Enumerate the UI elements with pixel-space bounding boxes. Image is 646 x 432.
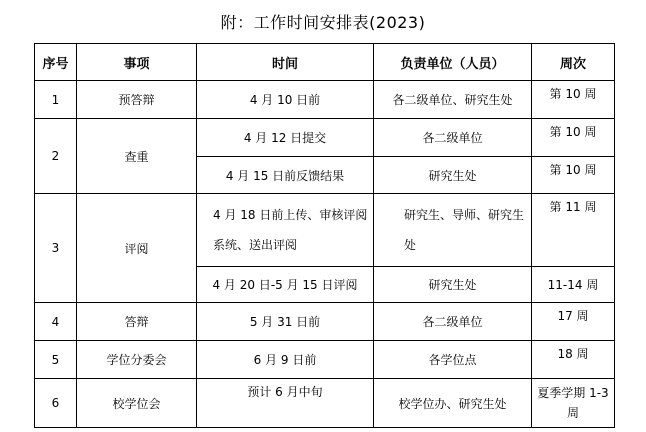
table-row (35, 303, 615, 341)
page-title: 附：工作时间安排表(2023) (220, 13, 426, 32)
cell-item: 查重 (77, 119, 197, 194)
cell-owner: 各二级单位 (374, 303, 532, 341)
cell-owner: 研究生处 (374, 267, 532, 303)
header-item: 事项 (77, 44, 197, 81)
cell-owner: 校学位办、研究生处 (374, 379, 532, 428)
cell-time: 4 月 18 日前上传、审核评阅系统、送出评阅 (197, 194, 374, 267)
cell-week: 第 11 周 (532, 194, 615, 267)
cell-item: 预答辩 (77, 81, 197, 119)
table-row (35, 194, 615, 267)
cell-item: 答辩 (77, 303, 197, 341)
cell-owner: 各二级单位、研究生处 (374, 81, 532, 119)
cell-week: 第 10 周 (532, 119, 615, 157)
cell-seq: 5 (35, 341, 77, 379)
cell-owner: 研究生处 (374, 157, 532, 194)
cell-time: 4 月 20 日-5 月 15 日评阅 (197, 267, 374, 303)
cell-owner: 各二级单位 (374, 119, 532, 157)
cell-time: 4 月 10 日前 (197, 81, 374, 119)
cell-time: 预计 6 月中旬 (197, 379, 374, 428)
cell-time: 4 月 15 日前反馈结果 (197, 157, 374, 194)
cell-item: 评阅 (77, 194, 197, 303)
cell-week: 第 10 周 (532, 157, 615, 194)
cell-week: 11-14 周 (532, 267, 615, 303)
cell-seq: 4 (35, 303, 77, 341)
cell-owner: 研究生、导师、研究生处 (374, 194, 532, 267)
cell-seq: 1 (35, 81, 77, 119)
schedule-table (34, 43, 615, 428)
cell-week: 17 周 (532, 303, 615, 341)
cell-time: 5 月 31 日前 (197, 303, 374, 341)
cell-owner: 各学位点 (374, 341, 532, 379)
header-time: 时间 (197, 44, 374, 81)
cell-week: 18 周 (532, 341, 615, 379)
header-seq: 序号 (35, 44, 77, 81)
header-week: 周次 (532, 44, 615, 81)
cell-time: 4 月 12 日提交 (197, 119, 374, 157)
cell-seq: 2 (35, 119, 77, 194)
cell-week: 夏季学期 1-3 周 (532, 379, 615, 428)
cell-seq: 6 (35, 379, 77, 428)
table-row (35, 81, 615, 119)
table-row (35, 341, 615, 379)
cell-item: 校学位会 (77, 379, 197, 428)
table-header-row (35, 44, 615, 81)
cell-week: 第 10 周 (532, 81, 615, 119)
header-owner: 负责单位（人员） (374, 44, 532, 81)
cell-time: 6 月 9 日前 (197, 341, 374, 379)
cell-seq: 3 (35, 194, 77, 303)
cell-item: 学位分委会 (77, 341, 197, 379)
table-row (35, 379, 615, 428)
table-row (35, 119, 615, 157)
